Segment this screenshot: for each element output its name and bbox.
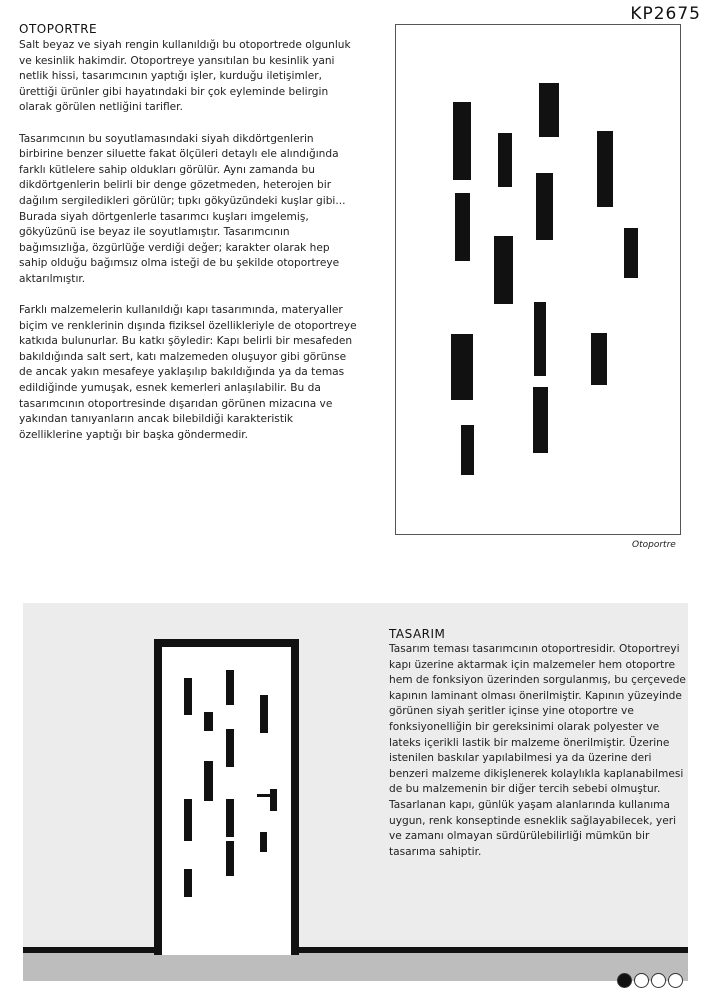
artwork-caption: Otoportre	[632, 540, 676, 550]
page-code: KP2675	[630, 4, 701, 24]
artwork-rectangle	[533, 387, 548, 453]
artwork-rectangle	[455, 193, 470, 261]
artwork-rectangle	[624, 228, 638, 278]
artwork-rectangle	[453, 102, 471, 180]
artwork-rectangle	[494, 236, 513, 304]
artwork-rectangle	[461, 425, 474, 475]
artwork-rectangle	[451, 334, 473, 400]
otoportre-paragraph: Farklı malzemelerin kullanıldığı kapı tasarımında, materyaller biçim ve renklerinin dışında fiziksel özellikleriyle de otoportreye katkıda bulunurlar. Bu katkı şöyledir: Kapı belirli bir mesafeden bakıldığında salt sert, katı malzemeden oluşuyor gibi görünse de ancak yakın mesafeye yaklaşılıp bakıldığında ya da temas edildiğinde yumuşak, esnek kemerleri anlaşılabilir. Bu da tasarımcının otoportresinde dışarıdan görünen mizacına ve yakından tanıyanların ancak bilebildiği karakteristik özelliklerine yaptığı bir başka göndermedir.	[19, 304, 357, 441]
otoportre-body	[19, 38, 359, 459]
pagination	[617, 973, 683, 988]
artwork-rectangle	[597, 131, 613, 207]
page-dot[interactable]	[634, 973, 649, 988]
artwork-rectangle	[534, 302, 546, 376]
otoportre-artwork	[395, 24, 681, 535]
page-dot[interactable]	[651, 973, 666, 988]
tasarim-body: Tasarım teması tasarımcının otoportresidir. Otoportreyi kapı üzerine aktarmak için malzemeler hem otoportre hem de fonksiyon üzerinden sorgulanmış, bu çerçevede kapının laminant olması önerilmiştir. Kapının yüzeyinde görünen siyah şeritler içinse yine otoportre ve fonksiyonelliğin bir gereksinimi olarak polyester ve lateks içerikli lastik bir malzeme önerilmiştir. Üzerine istenilen baskılar yapılabilmesi ya da üzerine deri benzeri malzeme dikişlenerek kolaylıkla kaplanabilmesi de bu malzemenin bir diğer tercih sebebi olmuştur. Tasarlanan kapı, günlük yaşam alanlarında kullanıma uygun, renk konseptinde esneklik sağlayabilecek, yeri ve zamanı olmayan sürdürülebilirliği mümkün bir tasarıma sahiptir.	[389, 643, 686, 858]
artwork-rectangle	[539, 83, 559, 137]
artwork-rectangle	[498, 133, 512, 187]
artwork-rectangle	[591, 333, 607, 385]
otoportre-paragraph: Salt beyaz ve siyah rengin kullanıldığı bu otoportrede olgunluk ve kesinlik hakimdir. Otoportreye yansıtılan bu kesinlik yani netlik hissi, tasarımcının yaptığı işler, kurduğu iletişimler, ürettiği ürünler gibi hayatındaki bir çok eyleminde belirgin olarak görülen netliğini tarifler.	[19, 39, 351, 114]
page-dot-active[interactable]	[617, 973, 632, 988]
artwork-rectangle	[536, 173, 553, 240]
page-dot[interactable]	[668, 973, 683, 988]
otoportre-paragraph: Tasarımcının bu soyutlamasındaki siyah dikdörtgenlerin birbirine benzer siluette fakat ölçüleri detaylı ele alındığında farklı kütlelere sahip oldukları görülür. Aynı zamanda bu dikdörtgenlerin belirli bir denge gözetmeden, heterojen bir dağılım sergiledikleri görülür; tıpkı gökyüzündeki kuşlar gibi... Burada siyah dörtgenlerle tasarımcı kuşları imgelemiş, gökyüzünü ise beyaz ile soyutlamıştır. Tasarımcının bağımsızlığa, özgürlüğe verdiği değer; karakter olarak hep sahip olduğu bağımsız olma isteği de bu şekilde otoportreye aktarılmıştır.	[19, 132, 346, 285]
tasarim-title: TASARIM	[389, 627, 446, 641]
otoportre-title: OTOPORTRE	[19, 22, 98, 36]
